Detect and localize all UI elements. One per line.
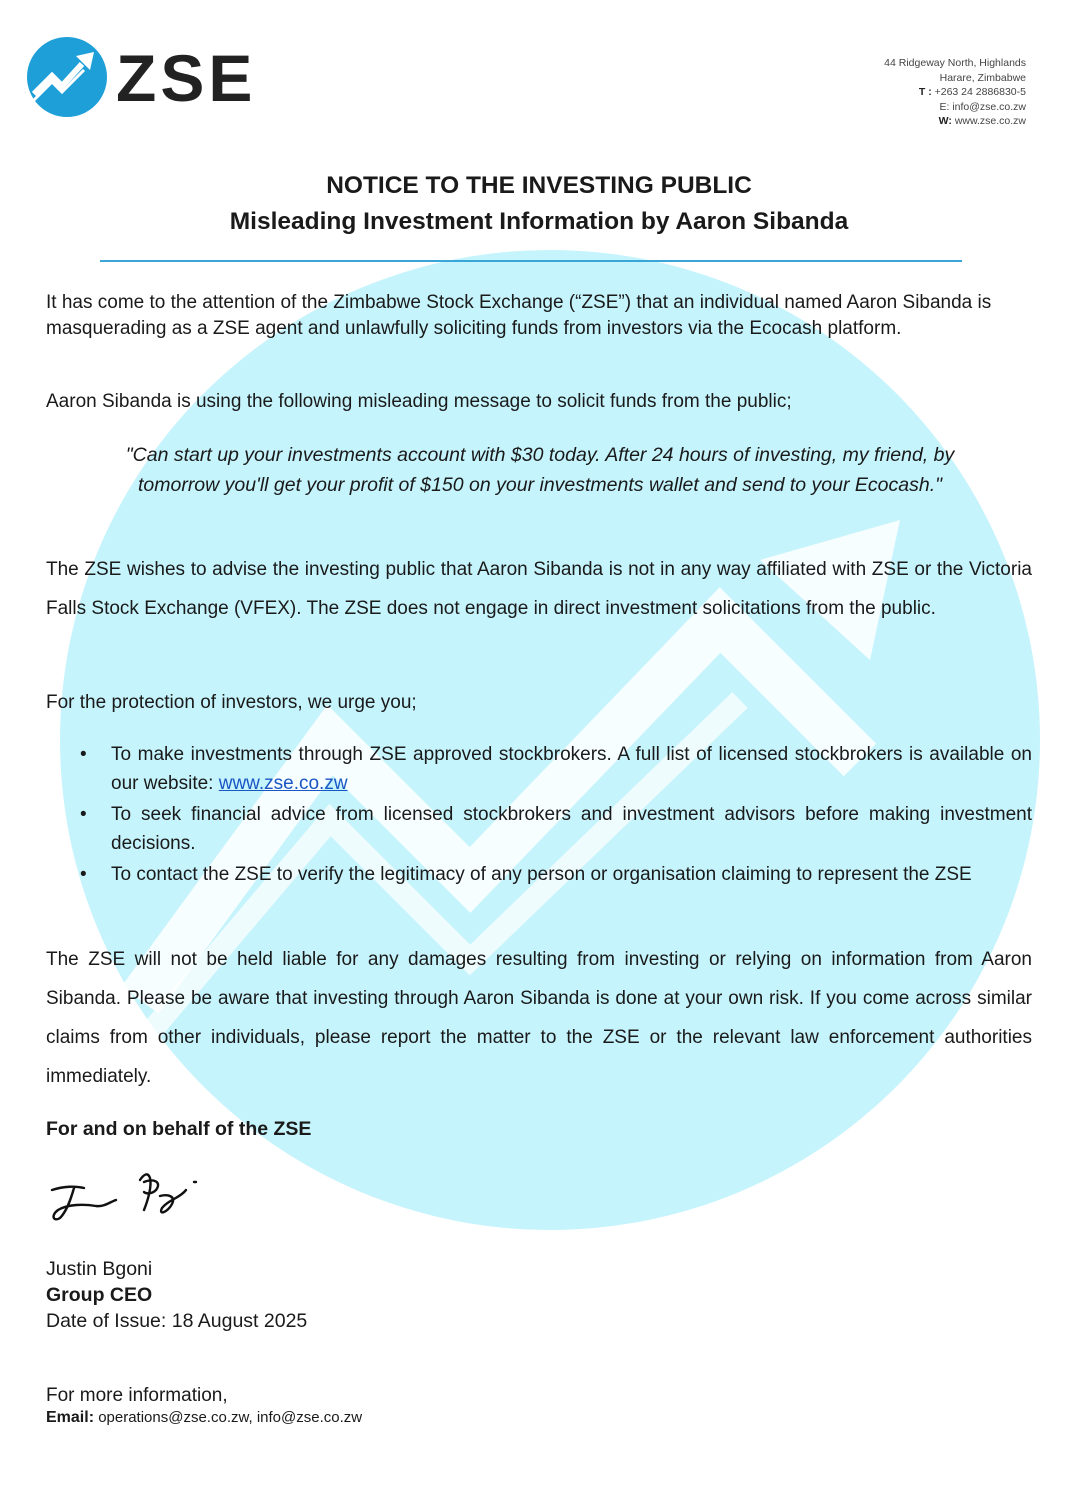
paragraph-urge: For the protection of investors, we urge you; [46,692,417,713]
list-item: • To contact the ZSE to verify the legitimacy of any person or organisation claiming to represent the ZSE [46,860,1032,889]
notice-subtitle: Misleading Investment Information by Aaron Sibanda [229,208,849,235]
phone-line: T : +263 24 2886830-5 [918,86,1026,98]
signatory-block [46,1256,307,1334]
advice-list [46,740,1032,891]
email-label: Email: [46,1409,95,1426]
more-info-label: For more information, [46,1385,228,1406]
list-item: • To make investments through ZSE approved stockbrokers. A full list of licensed stockbrokers is available on our website: www.zse.co.zw [46,740,1032,798]
signature-icon [44,1160,214,1240]
email-line-header: E: info@zse.co.zw [939,100,1026,113]
paragraph-liability: The ZSE will not be held liable for any damages resulting from investing or relying on information from Aaron Sibanda. Please be aware that investing through Aaron Sibanda is done at your own risk. If you come across similar claims from other individuals, please report the matter to the ZSE or the relevant law enforcement authorities immediately. [46,949,1032,1087]
signatory-role: Group CEO [46,1284,153,1306]
address-line-2: Harare, Zimbabwe [939,71,1026,84]
on-behalf-line: For and on behalf of the ZSE [46,1118,312,1140]
misleading-message-quote: "Can start up your investments account with $30 today. After 24 hours of investing, my friend, by tomorrow you'll get your profit of $150 on your investments wallet and send to your Ecocash." [125,444,955,496]
logo-wordmark: ZSE [116,41,257,115]
website-link[interactable]: www.zse.co.zw [218,773,348,794]
bullet-icon: • [80,744,87,765]
bullet-icon: • [80,864,87,885]
signatory-name: Justin Bgoni [46,1258,153,1280]
paragraph-message-intro: Aaron Sibanda is using the following misleading message to solicit funds from the public; [46,391,792,412]
title-divider [100,260,962,262]
bullet-icon: • [80,804,87,825]
address-line-1: 44 Ridgeway North, Highlands [884,57,1026,69]
paragraph-not-affiliated: The ZSE wishes to advise the investing public that Aaron Sibanda is not in any way affiliated with ZSE or the Victoria Falls Stock Exchange (VFEX). The ZSE does not engage in direct investment solicitations from the public. [46,559,1032,619]
web-line: W: www.zse.co.zw [938,115,1026,127]
notice-title: NOTICE TO THE INVESTING PUBLIC [326,172,752,199]
paragraph-intro: It has come to the attention of the Zimbabwe Stock Exchange (“ZSE”) that an individual named Aaron Sibanda is masquerading as a ZSE agent and unlawfully soliciting funds from investors via the Ecocash platform. [46,292,992,339]
contact-emails [46,1408,362,1428]
issue-date: Date of Issue: 18 August 2025 [46,1310,308,1332]
email-addresses: operations@zse.co.zw, info@zse.co.zw [98,1409,363,1426]
list-item: • To seek financial advice from licensed stockbrokers and investment advisors before making investment decisions. [46,800,1032,858]
zse-logo-icon [26,36,108,118]
address-block [884,56,1026,129]
